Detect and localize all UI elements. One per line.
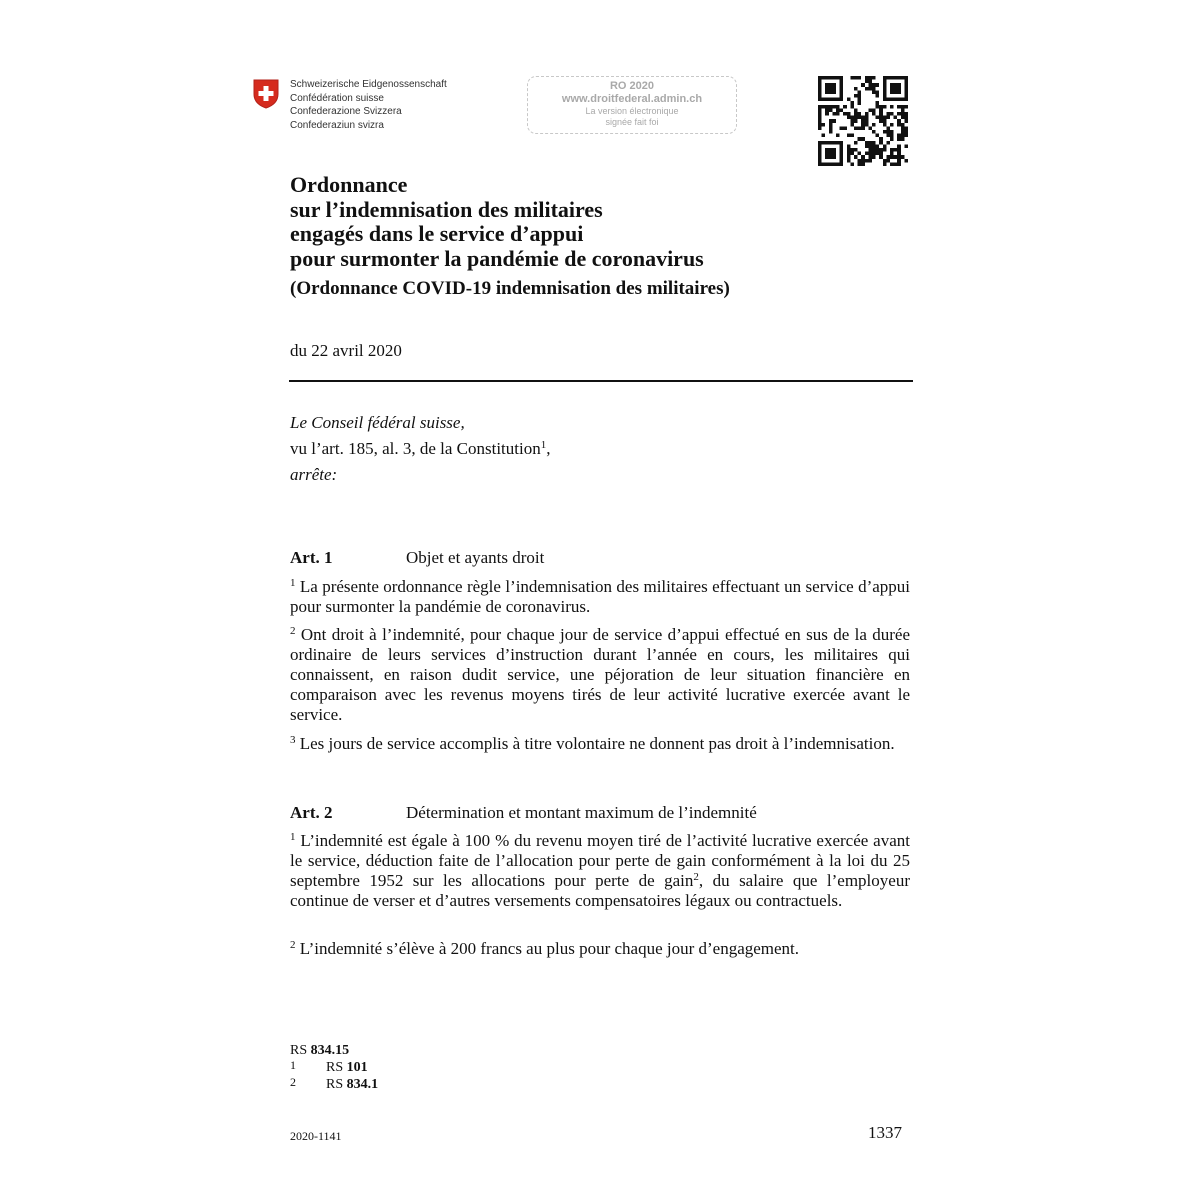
document-number: 2020-1141 (290, 1129, 342, 1143)
ordinance-title (290, 173, 704, 271)
title-line-1: Ordonnance (290, 172, 408, 197)
paragraph-number: 1 (290, 577, 296, 589)
stamp-website: www.droitfederal.admin.ch (561, 93, 703, 105)
paragraph-text: La présente ordonnance règle l’indemnisation des militaires effectuant un service d’appui pour surmonter la pandémie de coronavirus. (290, 577, 910, 616)
article-2-number: Art. 2 (290, 803, 333, 822)
article-2-title: Détermination et montant maximum de l’indemnité (406, 803, 757, 822)
article-1-paragraph-3 (290, 734, 910, 754)
footnote-number: 2 (290, 1075, 296, 1089)
footnote-2 (290, 1075, 378, 1092)
article-2-paragraph-2 (290, 939, 910, 959)
paragraph-text: Ont droit à l’indemnité, pour chaque jour de service d’appui effectué en sus de la durée ordinaire de leurs services d’instruction durant l’année en cours, les militaires qui connaissent, en raison dudit service, une péjoration de leur situation financière en comparaison avec les revenus moyens tirés de leur activité lucrative exercée avant le service. (290, 625, 910, 724)
footnote-1 (290, 1058, 378, 1075)
preamble-decree: arrête: (290, 465, 338, 484)
footnote-value: 101 (346, 1060, 368, 1075)
qr-code-icon (818, 76, 908, 166)
footnote-value: 834.1 (346, 1077, 379, 1092)
article-2-paragraph-1 (290, 831, 910, 911)
article-2-heading (290, 803, 757, 823)
agency-line-de: Schweizerische Eidgenossenschaft (290, 79, 447, 90)
preamble (290, 410, 550, 488)
agency-line-it: Confederazione Svizzera (290, 106, 402, 117)
paragraph-number: 3 (290, 734, 296, 746)
paragraph-text-continued: , du salaire que l’employeur continue de verser et d’autres versements compensatoires légaux ou contractuels. (290, 871, 910, 910)
page-number: 1337 (868, 1123, 902, 1142)
footnotes (290, 1043, 378, 1092)
agency-line-rm: Confederaziun svizra (290, 119, 384, 131)
footnote-prefix: RS (326, 1060, 347, 1075)
article-1-heading (290, 548, 544, 568)
paragraph-text: L’indemnité est égale à 100 % du revenu moyen tiré de l’activité lucrative exercée avant le service, déduction faite de l’allocation pour perte de gain conformément à la loi du 25 septembre 1952 sur les allocations pour perte de gain (290, 831, 910, 890)
footnote-prefix: RS (326, 1077, 347, 1092)
paragraph-text: Les jours de service accomplis à titre volontaire ne donnent pas droit à l’indemnisation. (295, 734, 895, 753)
paragraph-number: 2 (290, 939, 296, 951)
title-divider (289, 380, 913, 382)
footnote-ref-2[interactable]: 2 (693, 871, 699, 883)
rs-number: 834.15 (310, 1043, 350, 1058)
ordinance-short-title: (Ordonnance COVID-19 indemnisation des militaires) (290, 278, 730, 299)
title-line-2: sur l’indemnisation des militaires (290, 196, 603, 222)
official-publication-stamp (527, 76, 737, 134)
article-1-paragraph-2 (290, 625, 910, 725)
preamble-basis-text: vu l’art. 185, al. 3, de la Constitution (290, 439, 541, 458)
preamble-authority: Le Conseil fédéral suisse, (290, 413, 465, 432)
ordinance-date: du 22 avril 2020 (290, 341, 402, 360)
preamble-basis-end: , (546, 439, 551, 458)
article-1-paragraph-1 (290, 577, 910, 617)
footnote-number: 1 (290, 1058, 296, 1072)
footnote-ref-1[interactable]: 1 (540, 439, 547, 451)
paragraph-number: 1 (290, 831, 296, 843)
title-line-3: engagés dans le service d’appui (290, 221, 584, 246)
agency-line-fr: Confédération suisse (290, 92, 384, 104)
rs-prefix: RS (290, 1043, 311, 1058)
paragraph-number: 2 (290, 625, 296, 637)
paragraph-text: L’indemnité s’élève à 200 francs au plus pour chaque jour d’engagement. (295, 939, 800, 958)
agency-name-block (290, 78, 447, 132)
stamp-ro-label: RO 2020 (609, 80, 655, 92)
preamble-basis (290, 436, 550, 462)
article-1-title: Objet et ayants droit (406, 548, 545, 567)
title-line-4: pour surmonter la pandémie de coronavirus (290, 245, 704, 271)
rs-classification (290, 1043, 378, 1058)
stamp-note-line2: signée fait foi (605, 117, 659, 127)
article-1-number: Art. 1 (290, 548, 333, 567)
swiss-coat-of-arms-icon (253, 79, 279, 109)
stamp-note-line1: La version électronique (585, 106, 679, 116)
